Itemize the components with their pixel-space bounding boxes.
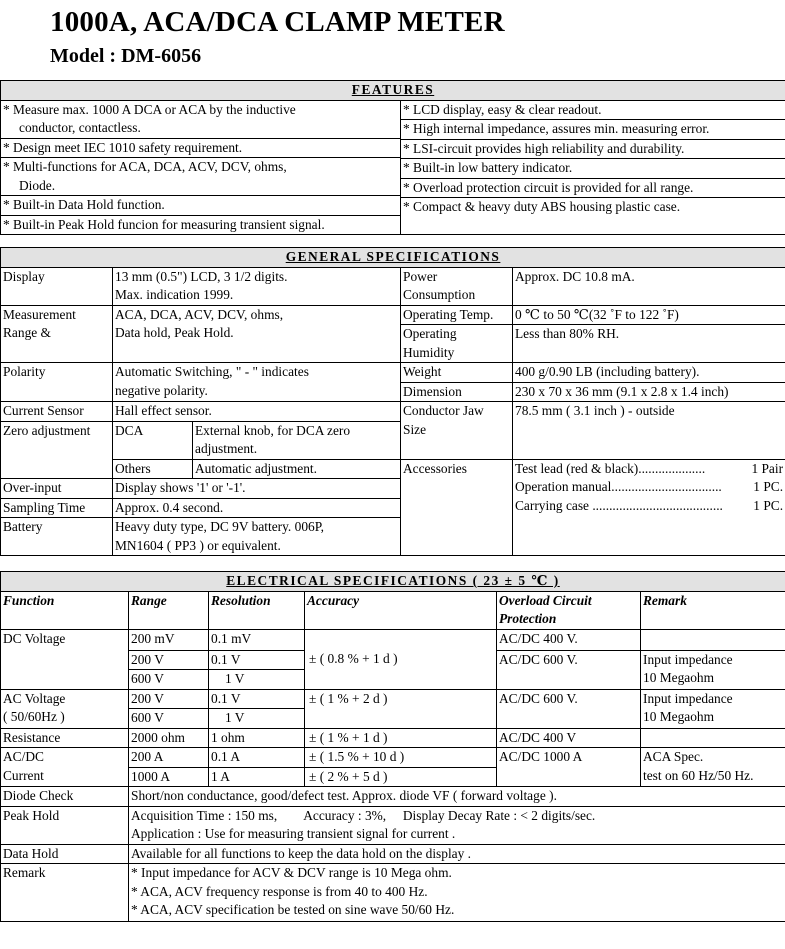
peak-value: Acquisition Time : 150 ms, Accuracy : 3%, Display Decay Rate : < 2 digits/sec. Application : Use for measuring transient signal for current .	[129, 806, 785, 844]
accuracy-cell: ± ( 2 % + 5 d )	[305, 767, 497, 787]
aca-remark: ACA Spec. test on 60 Hz/50 Hz.	[641, 748, 785, 787]
dcv-function: DC Voltage	[1, 629, 129, 689]
resolution-cell: 1 V	[209, 670, 305, 690]
dimension-label: Dimension	[401, 382, 513, 402]
display-value: 13 mm (0.5") LCD, 3 1/2 digits. Max. indication 1999.	[113, 267, 401, 305]
accessories-list	[513, 459, 785, 556]
general-specs-table	[0, 247, 785, 556]
feature-item: * Design meet IEC 1010 safety requirement.	[1, 138, 400, 158]
display-label: Display	[1, 267, 113, 305]
features-right	[401, 100, 785, 235]
col-overload: Overload Circuit Protection	[497, 591, 641, 629]
range-cell: 200 A	[129, 748, 209, 768]
aca-overload: AC/DC 1000 A	[497, 748, 641, 787]
accuracy-cell: ± ( 1.5 % + 10 d )	[305, 748, 497, 768]
col-remark: Remark	[641, 591, 785, 629]
features-table	[0, 80, 785, 235]
ophum-label: Operating Humidity	[401, 325, 513, 363]
range-cell: 600 V	[129, 670, 209, 690]
feature-item: * High internal impedance, assures min. measuring error.	[401, 120, 785, 140]
general-heading: GENERAL SPECIFICATIONS	[1, 248, 785, 268]
diode-label: Diode Check	[1, 787, 129, 807]
feature-item: * LSI-circuit provides high reliability and durability.	[401, 139, 785, 159]
remark-label: Remark	[1, 864, 129, 922]
features-heading: FEATURES	[1, 81, 785, 101]
range-cell: 200 mV	[129, 629, 209, 650]
accessory-item: Operation manual................................. 1 PC.	[515, 479, 784, 494]
aca-function: AC/DC Current	[1, 748, 129, 787]
optemp-value: 0 ℃ to 50 ℃(32 ˚F to 122 ˚F)	[513, 305, 785, 325]
overload-cell: AC/DC 400 V.	[497, 629, 641, 650]
resolution-cell: 0.1 V	[209, 650, 305, 670]
sampling-value: Approx. 0.4 second.	[113, 498, 401, 518]
resolution-cell: 1 V	[209, 709, 305, 729]
electrical-heading: ELECTRICAL SPECIFICATIONS ( 23 ± 5 ℃ )	[1, 572, 785, 592]
datahold-value: Available for all functions to keep the data hold on the display .	[129, 844, 785, 864]
model-number: Model : DM-6056	[50, 45, 202, 67]
diode-value: Short/non conductance, good/defect test. Approx. diode VF ( forward voltage ).	[129, 787, 785, 807]
res-accuracy: ± ( 1 % + 1 d )	[305, 728, 497, 748]
resolution-cell: 0.1 mV	[209, 629, 305, 650]
feature-item: * Built-in Peak Hold funcion for measuring transient signal.	[3, 216, 325, 232]
dimension-value: 230 x 70 x 36 mm (9.1 x 2.8 x 1.4 inch)	[513, 382, 785, 402]
remark-item: * Input impedance for ACV & DCV range is 10 Mega ohm.	[131, 865, 452, 880]
sensor-value: Hall effect sensor.	[113, 402, 401, 422]
polarity-label: Polarity	[1, 363, 113, 402]
col-resolution: Resolution	[209, 591, 305, 629]
overinput-value: Display shows '1' or '-1'.	[113, 479, 401, 499]
datahold-label: Data Hold	[1, 844, 129, 864]
zero-dca-label: DCA	[113, 421, 193, 459]
zero-others-label: Others	[113, 459, 193, 479]
page-title: 1000A, ACA/DCA CLAMP METER	[50, 6, 505, 38]
remark-item: * ACA, ACV frequency response is from 40 to 400 Hz.	[131, 883, 428, 899]
jaw-value: 78.5 mm ( 3.1 inch ) - outside	[513, 402, 785, 460]
res-function: Resistance	[1, 728, 129, 748]
remark-cell	[641, 629, 785, 650]
col-range: Range	[129, 591, 209, 629]
feature-item: * Overload protection circuit is provided for all range.	[401, 178, 785, 198]
zero-label: Zero adjustment	[1, 421, 113, 479]
peak-label: Peak Hold	[1, 806, 129, 844]
range-cell: 2000 ohm	[129, 728, 209, 748]
battery-value: Heavy duty type, DC 9V battery. 006P, MN1604 ( PP3 ) or equivalent.	[113, 518, 401, 556]
accessory-item: Test lead (red & black).................... 1 Pair	[515, 460, 784, 476]
zero-dca-value: External knob, for DCA zero adjustment.	[193, 421, 401, 459]
accessories-label: Accessories	[401, 459, 513, 556]
polarity-value: Automatic Switching, " - " indicates negative polarity.	[113, 363, 401, 402]
zero-others-value: Automatic adjustment.	[193, 459, 401, 479]
range-cell: 600 V	[129, 709, 209, 729]
remark-item: * ACA, ACV specification be tested on sine wave 50/60 Hz.	[131, 902, 455, 917]
feature-item: * Compact & heavy duty ABS housing plastic case.	[403, 199, 681, 214]
range-cell: 1000 A	[129, 767, 209, 787]
battery-label: Battery	[1, 518, 113, 556]
features-left	[1, 100, 401, 235]
weight-value: 400 g/0.90 LB (including battery).	[513, 363, 785, 383]
optemp-label: Operating Temp.	[401, 305, 513, 325]
resolution-cell: 0.1 V	[209, 689, 305, 709]
acv-remark: Input impedance 10 Megaohm	[641, 689, 785, 728]
col-function: Function	[1, 591, 129, 629]
range-cell: 200 V	[129, 689, 209, 709]
resolution-cell: 1 A	[209, 767, 305, 787]
remark-cell	[641, 728, 785, 748]
resolution-cell: 1 ohm	[209, 728, 305, 748]
dcv-remark: Input impedance 10 Megaohm	[641, 650, 785, 689]
feature-item: * Built-in low battery indicator.	[401, 159, 785, 179]
acv-accuracy: ± ( 1 % + 2 d )	[305, 689, 497, 728]
weight-label: Weight	[401, 363, 513, 383]
power-value: Approx. DC 10.8 mA.	[513, 267, 785, 305]
ophum-value: Less than 80% RH.	[513, 325, 785, 363]
overinput-label: Over-input	[1, 479, 113, 499]
acv-overload: AC/DC 600 V.	[497, 689, 641, 728]
measurement-label: Measurement Range &	[1, 305, 113, 363]
feature-item: * Multi-functions for ACA, DCA, ACV, DCV, ohms, Diode.	[1, 158, 400, 196]
feature-item: * Built-in Data Hold function.	[1, 196, 400, 216]
remark-list	[129, 864, 785, 922]
accessory-item: Carrying case ....................................... 1 PC.	[515, 497, 784, 513]
feature-item: * Measure max. 1000 A DCA or ACA by the inductive conductor, contactless.	[1, 101, 400, 139]
acv-function: AC Voltage ( 50/60Hz )	[1, 689, 129, 728]
resolution-cell: 0.1 A	[209, 748, 305, 768]
sensor-label: Current Sensor	[1, 402, 113, 422]
sampling-label: Sampling Time	[1, 498, 113, 518]
feature-item: * LCD display, easy & clear readout.	[401, 101, 785, 120]
dcv-accuracy: ± ( 0.8 % + 1 d )	[305, 629, 497, 689]
jaw-label: Conductor Jaw Size	[401, 402, 513, 460]
power-label: Power Consumption	[401, 267, 513, 305]
measurement-value: ACA, DCA, ACV, DCV, ohms, Data hold, Peak Hold.	[113, 305, 401, 363]
col-accuracy: Accuracy	[305, 591, 497, 629]
range-cell: 200 V	[129, 650, 209, 670]
res-overload: AC/DC 400 V	[497, 728, 641, 748]
overload-cell: AC/DC 600 V.	[497, 650, 641, 689]
electrical-specs-table	[0, 571, 785, 922]
